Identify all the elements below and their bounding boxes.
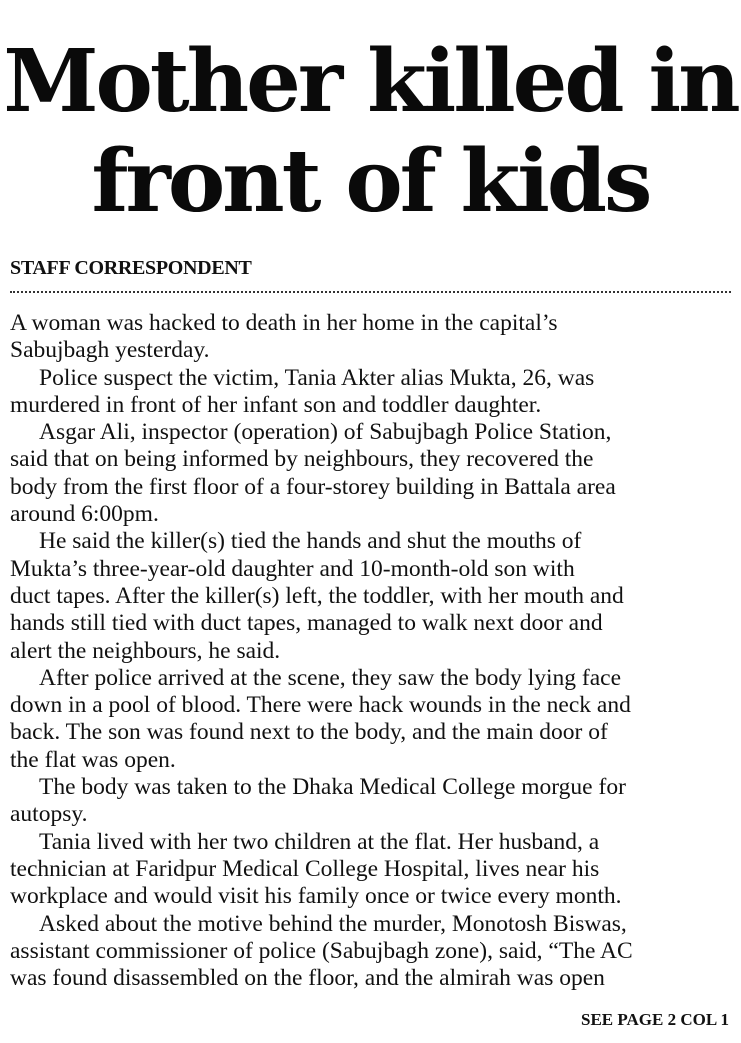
headline-line-1: Mother killed in xyxy=(3,31,738,132)
body-line: down in a pool of blood. There were hack wounds in the neck and xyxy=(10,692,631,719)
body-line: Asked about the motive behind the murder, Monotosh Biswas, xyxy=(39,910,627,937)
body-line: around 6:00pm. xyxy=(10,501,159,528)
body-line: body from the first floor of a four-storey building in Battala area xyxy=(10,473,616,500)
byline: STAFF CORRESPONDENT xyxy=(10,257,252,279)
body-line: assistant commissioner of police (Sabujbagh zone), said, “The AC xyxy=(10,937,633,964)
body-line: alert the neighbours, he said. xyxy=(10,637,281,664)
body-line: back. The son was found next to the body, and the main door of xyxy=(10,719,608,746)
article-body xyxy=(10,310,731,992)
body-line: technician at Faridpur Medical College Hospital, lives near his xyxy=(10,855,600,882)
body-line: autopsy. xyxy=(10,801,88,828)
headline-line-2: front of kids xyxy=(91,131,650,232)
body-line: Asgar Ali, inspector (operation) of Sabujbagh Police Station, xyxy=(39,419,612,446)
body-line: was found disassembled on the floor, and the almirah was open xyxy=(10,965,605,992)
headline xyxy=(0,32,741,232)
body-line: After police arrived at the scene, they saw the body lying face xyxy=(39,664,622,691)
body-line: duct tapes. After the killer(s) left, the toddler, with her mouth and xyxy=(10,582,624,609)
body-line: hands still tied with duct tapes, managed to walk next door and xyxy=(10,610,603,637)
body-line: murdered in front of her infant son and toddler daughter. xyxy=(10,391,542,418)
body-line: He said the killer(s) tied the hands and shut the mouths of xyxy=(39,528,582,555)
body-line: Tania lived with her two children at the flat. Her husband, a xyxy=(39,828,600,855)
continuation-reference: SEE PAGE 2 COL 1 xyxy=(581,1010,729,1029)
body-line: workplace and would visit his family once or twice every month. xyxy=(10,883,622,910)
body-line: Sabujbagh yesterday. xyxy=(10,337,210,364)
body-line: The body was taken to the Dhaka Medical College morgue for xyxy=(39,774,626,801)
body-line: the flat was open. xyxy=(10,746,176,773)
body-line: said that on being informed by neighbours, they recovered the xyxy=(10,446,594,473)
body-line: A woman was hacked to death in her home in the capital’s xyxy=(10,310,558,336)
dotted-divider xyxy=(10,291,731,293)
body-line: Mukta’s three-year-old daughter and 10-month-old son with xyxy=(10,555,575,582)
body-line: Police suspect the victim, Tania Akter alias Mukta, 26, was xyxy=(39,364,595,391)
